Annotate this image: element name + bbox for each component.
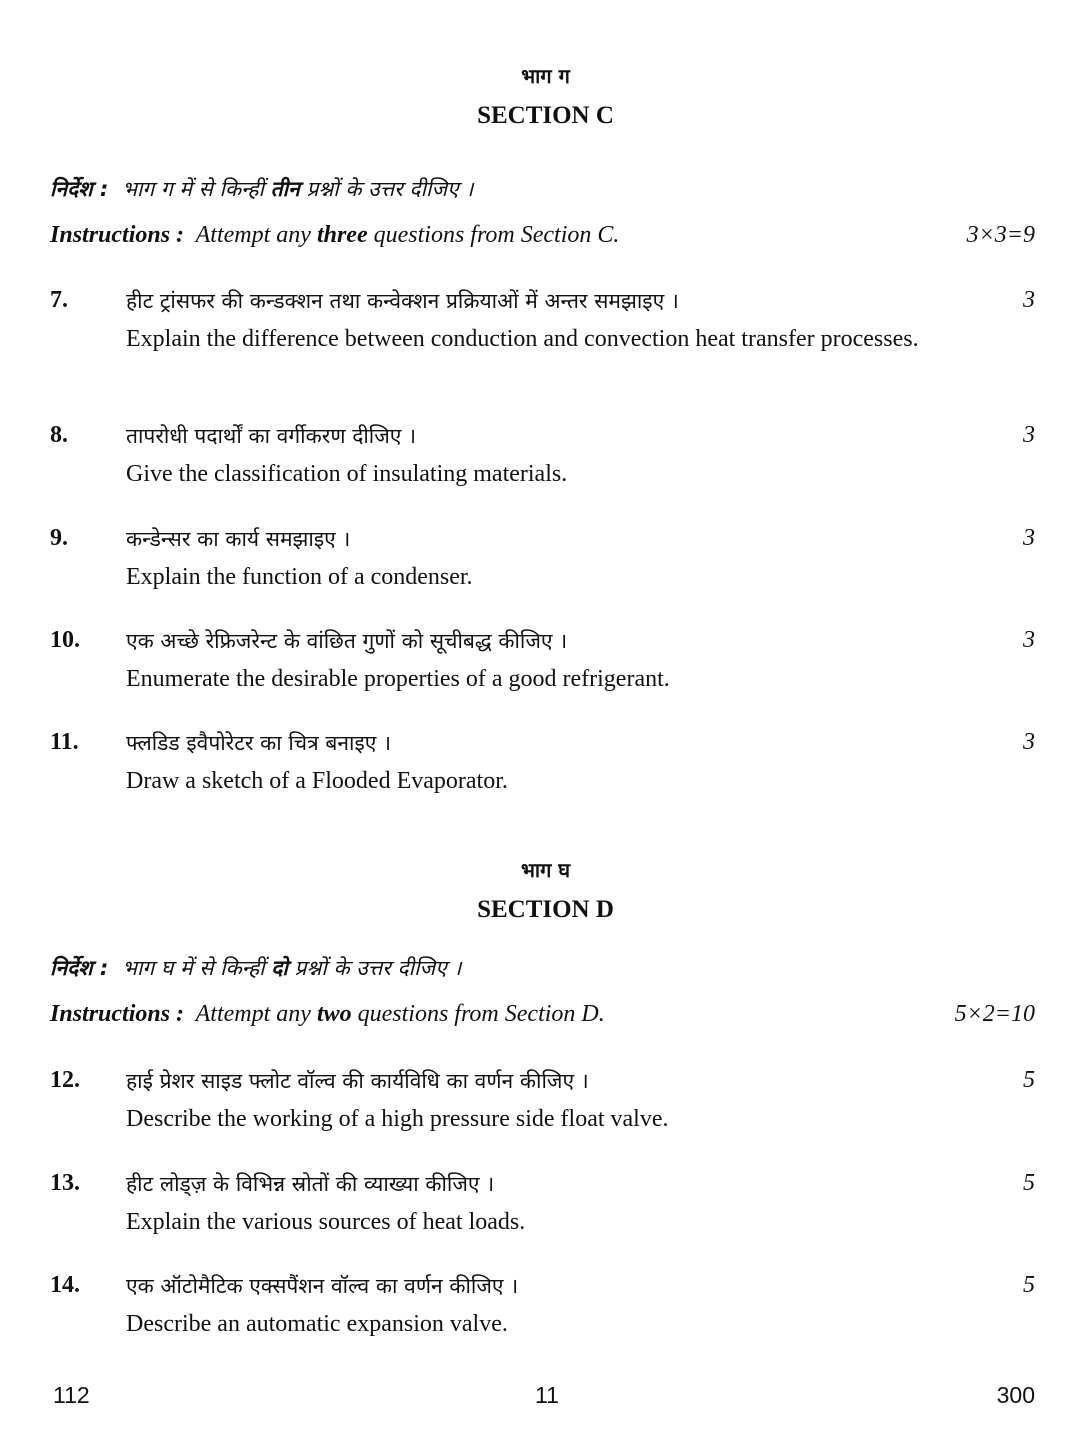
question-number: 12. <box>50 1067 80 1093</box>
question-english: Draw a sketch of a Flooded Evaporator. <box>126 768 508 794</box>
section-d-hindi-heading: भाग घ <box>520 858 571 882</box>
instruction-text: Attempt any <box>195 1001 311 1027</box>
question-english: Explain the difference between conduction and convection heat transfer processes. <box>126 326 919 352</box>
page-number: 11 <box>535 1382 559 1408</box>
instruction-text: questions from Section C. <box>373 222 620 248</box>
question-english: Explain the various sources of heat loads. <box>126 1209 526 1235</box>
question-number: 8. <box>50 422 68 448</box>
question-hindi: हीट ट्रांसफर की कन्डक्शन तथा कन्वेक्शन प्रक्रियाओं में अन्तर समझाइए । <box>126 289 679 313</box>
section-c-instruction-hindi <box>50 175 473 203</box>
question-marks: 5 <box>1023 1067 1035 1093</box>
question-marks: 3 <box>1023 525 1035 551</box>
question-hindi: कन्डेन्सर का कार्य समझाइए । <box>126 527 351 551</box>
question-marks: 3 <box>1023 422 1035 448</box>
question-english: Explain the function of a condenser. <box>126 564 473 590</box>
question-number: 9. <box>50 525 68 551</box>
question-marks: 5 <box>1023 1170 1035 1196</box>
instruction-label: निर्देश : <box>50 177 109 201</box>
section-c-heading: SECTION C <box>477 102 614 129</box>
question-english: Describe an automatic expansion valve. <box>126 1311 508 1337</box>
instruction-label: Instructions : <box>50 222 185 248</box>
question-marks: 3 <box>1023 729 1035 755</box>
question-marks: 5 <box>1023 1272 1035 1298</box>
question-english: Describe the working of a high pressure side float valve. <box>126 1106 669 1132</box>
question-hindi: फ्लडिड इवैपोरेटर का चित्र बनाइए । <box>126 731 392 755</box>
section-d-instruction-english <box>50 1001 1035 1028</box>
question-hindi: एक ऑटोमैटिक एक्सपैंशन वॉल्व का वर्णन कीजिए । <box>126 1274 519 1298</box>
section-c-instruction-english <box>50 222 1035 249</box>
instruction-emphasis: तीन <box>270 177 300 201</box>
question-hindi: हीट लोड्ज़ के विभिन्न स्रोतों की व्याख्या कीजिए । <box>126 1172 495 1196</box>
instruction-text: प्रश्नों के उत्तर दीजिए । <box>306 177 474 201</box>
instruction-text: questions from Section D. <box>357 1001 605 1027</box>
question-hindi: हाई प्रेशर साइड फ्लोट वॉल्व की कार्यविधि का वर्णन कीजिए । <box>126 1069 589 1093</box>
instruction-emphasis: three <box>316 222 368 248</box>
question-number: 11. <box>50 729 79 755</box>
question-hindi: तापरोधी पदार्थों का वर्गीकरण दीजिए । <box>126 424 417 448</box>
instruction-text: भाग ग में से किन्हीं <box>122 177 264 201</box>
instruction-text: भाग घ में से किन्हीं <box>122 956 265 980</box>
section-c-total-marks: 3×3=9 <box>966 222 1035 248</box>
question-number: 14. <box>50 1272 80 1298</box>
question-number: 10. <box>50 627 80 653</box>
instruction-label: निर्देश : <box>50 956 109 980</box>
question-number: 7. <box>50 287 68 313</box>
section-d-instruction-hindi <box>50 954 461 982</box>
instruction-label: Instructions : <box>50 1001 185 1027</box>
print-count: 300 <box>996 1382 1035 1408</box>
question-hindi: एक अच्छे रेफ्रिजरेन्ट के वांछित गुणों को सूचीबद्ध कीजिए । <box>126 629 568 653</box>
question-number: 13. <box>50 1170 80 1196</box>
instruction-emphasis: दो <box>271 956 288 980</box>
question-marks: 3 <box>1023 627 1035 653</box>
instruction-text: प्रश्नों के उत्तर दीजिए । <box>294 956 462 980</box>
question-marks: 3 <box>1023 287 1035 313</box>
section-c-hindi-heading: भाग ग <box>521 64 570 88</box>
question-english: Enumerate the desirable properties of a good refrigerant. <box>126 666 670 692</box>
section-d-total-marks: 5×2=10 <box>954 1001 1035 1027</box>
section-d-heading: SECTION D <box>477 896 614 923</box>
paper-code: 112 <box>53 1382 90 1408</box>
instruction-emphasis: two <box>316 1001 352 1027</box>
instruction-text: Attempt any <box>195 222 311 248</box>
question-english: Give the classification of insulating materials. <box>126 461 568 487</box>
